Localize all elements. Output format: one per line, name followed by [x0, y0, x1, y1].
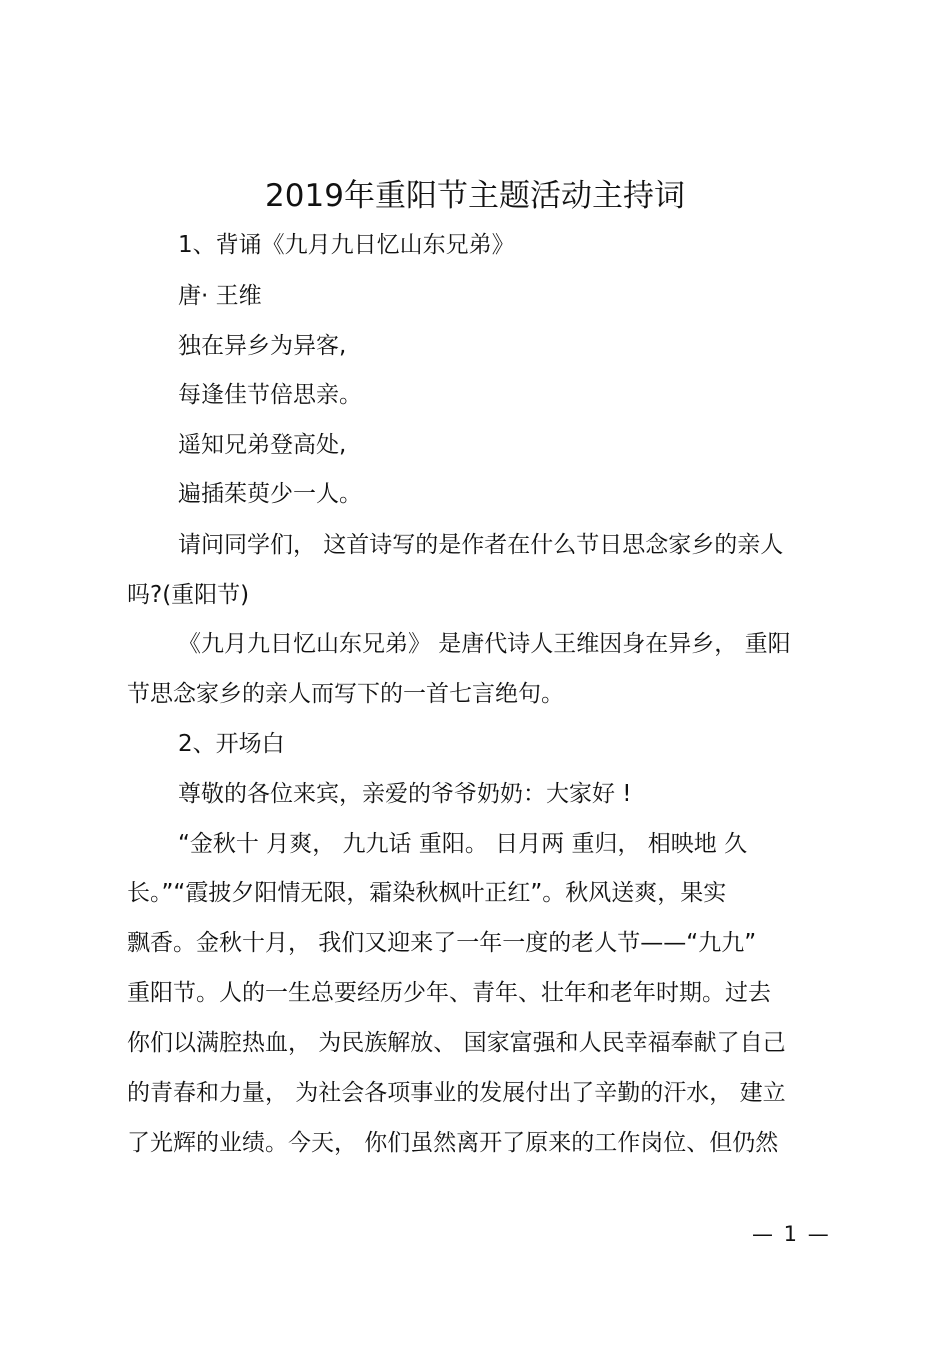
poem-intro-line-1: 《九月九日忆山东兄弟》 是唐代诗人王维因身在异乡， 重阳 — [178, 631, 791, 657]
question-line-1: 请问同学们， 这首诗写的是作者在什么节日思念家乡的亲人 — [178, 532, 784, 558]
poem-intro-line-2: 节思念家乡的亲人而写下的一首七言绝句。 — [127, 681, 564, 707]
poem-line-1: 独在异乡为异客, — [178, 333, 347, 359]
poem-line-4: 遍插茱萸少一人。 — [178, 481, 362, 507]
section-heading-opening: 2、开场白 — [178, 731, 285, 757]
greeting-line: 尊敬的各位来宾，亲爱的爷爷奶奶：大家好 ! — [178, 781, 632, 807]
section-heading-recite: 1、背诵《九月九日忆山东兄弟》 — [178, 232, 515, 258]
opening-paragraph-line-5: 你们以满腔热血， 为民族解放、 国家富强和人民幸福奉献了自己 — [127, 1030, 786, 1056]
opening-paragraph-line-7: 了光辉的业绩。今天， 你们虽然离开了原来的工作岗位、但仍然 — [127, 1130, 779, 1156]
poem-line-3: 遥知兄弟登高处, — [178, 432, 347, 458]
opening-paragraph-line-3: 飘香。金秋十月， 我们又迎来了一年一度的老人节——“九九” — [127, 930, 757, 956]
document-title: 2019年重阳节主题活动主持词 — [265, 178, 685, 214]
opening-paragraph-line-4: 重阳节。人的一生总要经历少年、青年、壮年和老年时期。过去 — [127, 980, 771, 1006]
opening-paragraph-line-6: 的青春和力量， 为社会各项事业的发展付出了辛勤的汗水， 建立 — [127, 1080, 786, 1106]
opening-paragraph-line-2: 长。”“霞披夕阳情无限，霜染秋枫叶正红”。秋风送爽，果实 — [127, 880, 727, 906]
poem-line-2: 每逢佳节倍思亲。 — [178, 382, 362, 408]
opening-paragraph-line-1: “金秋十 月爽， 九九话 重阳。 日月两 重归， 相映地 久 — [178, 831, 748, 857]
poem-author: 唐· 王维 — [178, 283, 262, 309]
page-number: — 1 — — [752, 1222, 831, 1246]
question-line-2: 吗?(重阳节) — [127, 582, 250, 608]
